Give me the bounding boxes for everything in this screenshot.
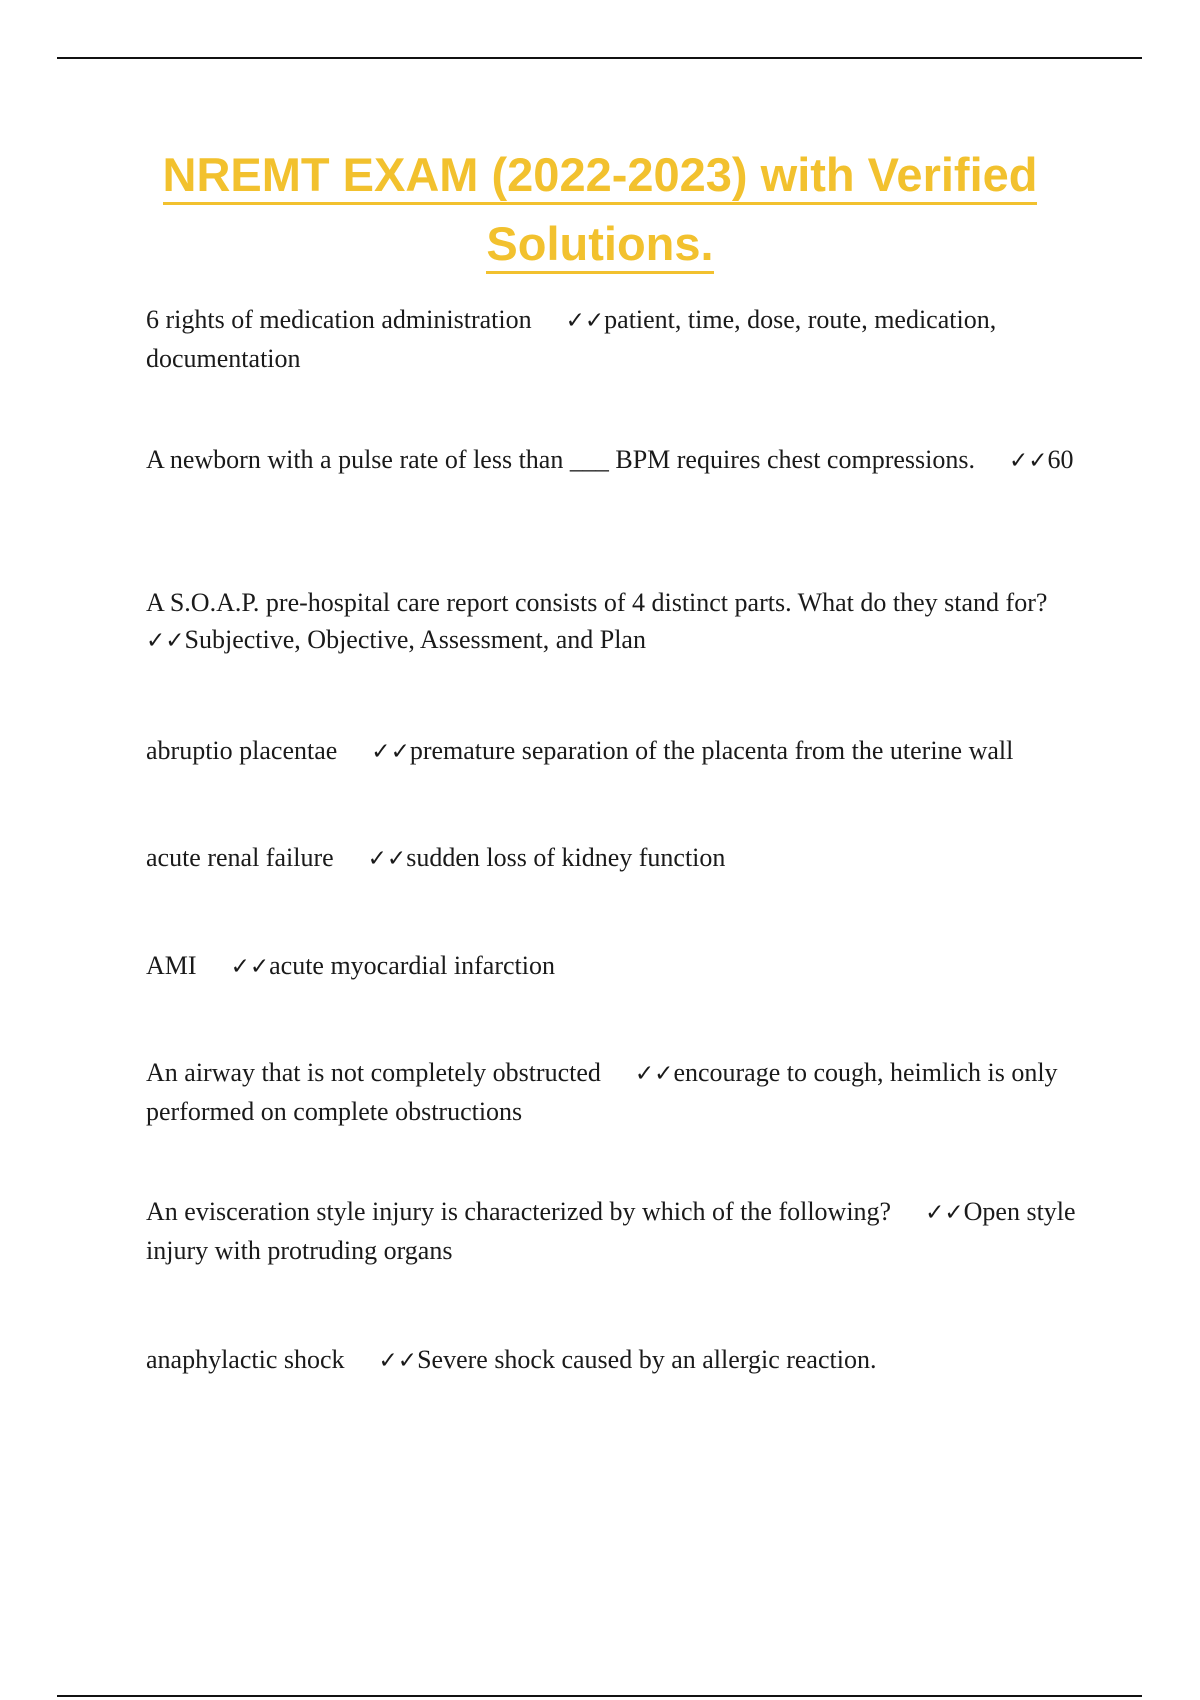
document-title: [100, 140, 1100, 278]
double-check-icon: ✓✓: [378, 1348, 418, 1374]
qa-item: [146, 301, 1096, 377]
question-text: An airway that is not completely obstructed: [146, 1058, 601, 1087]
answer-text: acute myocardial infarction: [269, 951, 555, 980]
bottom-rule: [57, 1695, 1142, 1697]
title-line-2: Solutions.: [486, 217, 713, 274]
qa-item: [146, 947, 1096, 986]
question-text: acute renal failure: [146, 843, 334, 872]
answer-text: encourage to cough, heimlich is only performed on complete obstructions: [146, 1058, 1058, 1126]
answer-text: Severe shock caused by an allergic reaction.: [417, 1345, 877, 1374]
double-check-icon: ✓✓: [230, 954, 270, 980]
qa-item: [146, 441, 1096, 480]
qa-item: [146, 584, 1096, 660]
double-check-icon: ✓✓: [146, 628, 185, 654]
question-text: AMI: [146, 951, 197, 980]
answer-text: Subjective, Objective, Assessment, and Plan: [184, 625, 646, 654]
qa-item: [146, 1054, 1096, 1130]
question-text: A newborn with a pulse rate of less than ___ BPM requires chest compressions.: [146, 445, 975, 474]
answer-text: patient, time, dose, route, medication, documentation: [146, 305, 997, 373]
double-check-icon: ✓✓: [367, 846, 407, 872]
title-line-1: NREMT EXAM (2022-2023) with Verified: [163, 148, 1038, 205]
double-check-icon: ✓✓: [371, 739, 410, 765]
qa-item: [146, 732, 1096, 771]
qa-item: [146, 839, 1096, 878]
answer-text: premature separation of the placenta from the uterine wall: [409, 736, 1014, 765]
question-text: A S.O.A.P. pre-hospital care report consists of 4 distinct parts. What do they stand for?: [146, 588, 1048, 617]
top-rule: [57, 57, 1142, 59]
question-text: abruptio placentae: [146, 736, 338, 765]
qa-item: [146, 1341, 1096, 1380]
question-text: anaphylactic shock: [146, 1345, 345, 1374]
question-text: An evisceration style injury is characterized by which of the following?: [146, 1197, 892, 1226]
double-check-icon: ✓✓: [565, 308, 605, 334]
answer-text: sudden loss of kidney function: [406, 843, 726, 872]
double-check-icon: ✓✓: [925, 1200, 964, 1226]
answer-text: Open style injury with protruding organs: [146, 1197, 1076, 1265]
double-check-icon: ✓✓: [1008, 448, 1048, 474]
question-text: 6 rights of medication administration: [146, 305, 532, 334]
double-check-icon: ✓✓: [634, 1061, 674, 1087]
answer-text: 60: [1047, 445, 1074, 474]
qa-item: [146, 1193, 1096, 1269]
